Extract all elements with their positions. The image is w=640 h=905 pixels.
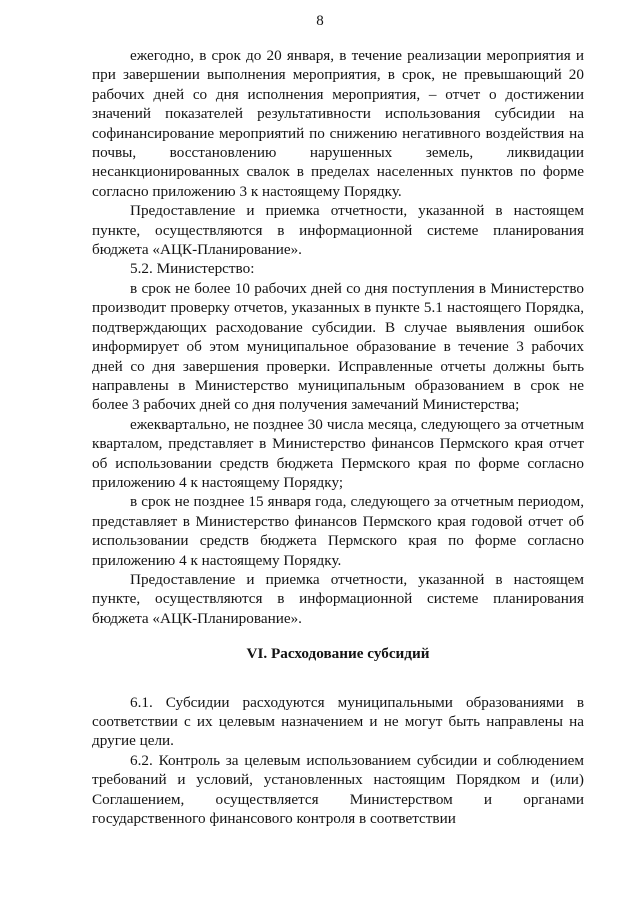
paragraph-6-1: 6.1. Субсидии расходуются муниципальными образованиями в соответствии с их целевым назначением и не могут быть направлены на другие цели. xyxy=(92,693,584,750)
paragraph-quarterly-report: ежеквартально, не позднее 30 числа месяца, следующего за отчетным кварталом, представляет в Министерство финансов Пермского края отчет об использовании средств бюджета Пермского края по форме согласно приложению 4 к настоящему Порядку; xyxy=(92,415,584,491)
paragraph-reporting-system-2: Предоставление и приемка отчетности, указанной в настоящем пункте, осуществляются в информационной системе планирования бюджета «АЦК-Планирование». xyxy=(92,570,584,627)
paragraph-ministry-heading: 5.2. Министерство: xyxy=(130,260,255,278)
page-number: 8 xyxy=(316,13,324,29)
paragraph-ministry-check: в срок не более 10 рабочих дней со дня поступления в Министерство производит проверку отчетов, указанных в пункте 5.1 настоящего Порядка, подтверждающих расходование субсидии. В случае выявления ошибок информирует об этом муниципальное образование в течение 3 рабочих дней со дня завершения проверки. Исправленные отчеты должны быть направлены в Министерство муниципальным образованием в срок не более 3 рабочих дней со дня получения замечаний Министерства; xyxy=(92,279,584,414)
paragraph-6-2: 6.2. Контроль за целевым использованием субсидии и соблюдением требований и условий, установленных настоящим Порядком и (или) Соглашением, осуществляется Министерством и органами государственного финансового контроля в соответствии xyxy=(92,751,584,828)
document-body xyxy=(92,46,584,828)
paragraph-annual-report: ежегодно, в срок до 20 января, в течение реализации мероприятия и при завершении выполнения мероприятия, в срок, не превышающий 20 рабочих дней со дня исполнения мероприятия, – отчет о достижении значений показателей результативности использования субсидии на софинансирование мероприятий по снижению негативного воздействия на почвы, восстановлению нарушенных земель, ликвидации несанкционированных свалок в пределах населенных пунктов по форме согласно приложению 3 к настоящему Порядку. xyxy=(92,47,584,200)
section-heading: VI. Расходование субсидий xyxy=(246,645,430,663)
paragraph-annual-finance-report: в срок не позднее 15 января года, следующего за отчетным периодом, представляет в Министерство финансов Пермского края годовой отчет об использовании средств бюджета Пермского края по форме согласно приложению 4 к настоящему Порядку. xyxy=(92,493,584,569)
paragraph-reporting-system: Предоставление и приемка отчетности, указанной в настоящем пункте, осуществляются в информационной системе планирования бюджета «АЦК-Планирование». xyxy=(92,202,584,259)
